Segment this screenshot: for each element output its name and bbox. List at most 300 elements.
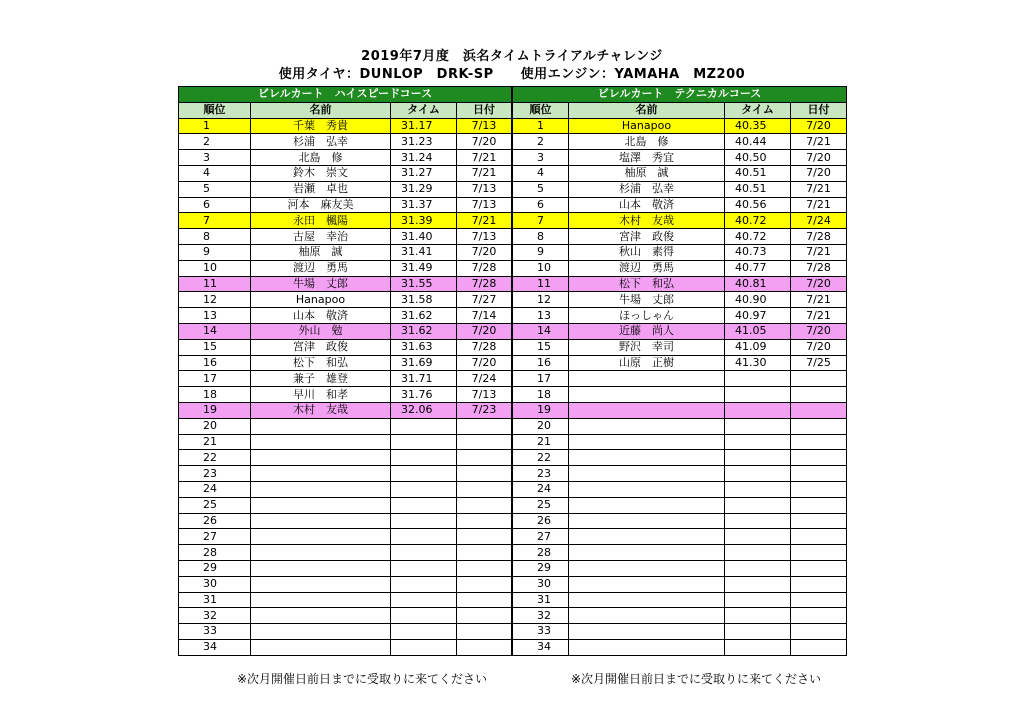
rank-cell: 30	[179, 576, 251, 592]
time-cell	[391, 639, 457, 655]
name-cell: 宮津 政俊	[251, 339, 391, 355]
time-cell: 31.62	[391, 308, 457, 324]
course-title: ビレルカート ハイスピードコース	[179, 87, 512, 103]
time-cell: 40.51	[725, 165, 791, 181]
name-cell: 兼子 雄登	[251, 371, 391, 387]
name-cell: 河本 麻友美	[251, 197, 391, 213]
date-cell	[457, 639, 512, 655]
name-cell: 北島 修	[251, 150, 391, 166]
date-cell	[791, 513, 847, 529]
table-row	[179, 387, 512, 403]
name-cell: 早川 和孝	[251, 387, 391, 403]
name-cell: 北島 修	[569, 134, 725, 150]
time-cell: 40.56	[725, 197, 791, 213]
name-cell: 岩瀬 卓也	[251, 181, 391, 197]
name-cell: 木村 友哉	[251, 402, 391, 418]
date-cell	[791, 466, 847, 482]
rank-cell: 29	[513, 560, 569, 576]
date-cell	[791, 434, 847, 450]
rank-cell: 2	[513, 134, 569, 150]
rank-cell: 4	[179, 165, 251, 181]
time-cell: 40.51	[725, 181, 791, 197]
name-cell	[569, 608, 725, 624]
rank-cell: 30	[513, 576, 569, 592]
name-cell	[569, 466, 725, 482]
rank-cell: 10	[513, 260, 569, 276]
name-cell	[569, 639, 725, 655]
time-cell: 31.23	[391, 134, 457, 150]
date-cell: 7/13	[457, 229, 512, 245]
time-cell: 31.17	[391, 118, 457, 134]
time-cell	[725, 402, 791, 418]
name-cell	[569, 592, 725, 608]
table-row	[179, 181, 512, 197]
time-cell	[391, 529, 457, 545]
time-cell	[725, 592, 791, 608]
name-cell: 牛場 丈郎	[569, 292, 725, 308]
time-cell: 31.55	[391, 276, 457, 292]
table-row	[179, 529, 512, 545]
time-cell	[391, 624, 457, 640]
name-cell: 千葉 秀貴	[251, 118, 391, 134]
name-cell	[251, 434, 391, 450]
time-cell	[725, 466, 791, 482]
table-row	[513, 434, 847, 450]
rank-cell: 17	[179, 371, 251, 387]
name-cell: ほっしゃん	[569, 308, 725, 324]
name-cell	[251, 576, 391, 592]
date-cell: 7/20	[457, 134, 512, 150]
time-cell: 31.27	[391, 165, 457, 181]
date-cell	[457, 608, 512, 624]
table-row	[179, 402, 512, 418]
table-row	[179, 434, 512, 450]
date-cell: 7/27	[457, 292, 512, 308]
date-cell	[791, 402, 847, 418]
name-cell: 山本 敬済	[251, 308, 391, 324]
table-row	[179, 197, 512, 213]
time-cell: 40.50	[725, 150, 791, 166]
name-cell	[251, 497, 391, 513]
date-cell	[457, 576, 512, 592]
name-cell	[251, 560, 391, 576]
rank-cell: 28	[179, 545, 251, 561]
time-cell: 40.81	[725, 276, 791, 292]
time-cell: 40.44	[725, 134, 791, 150]
rank-cell: 15	[179, 339, 251, 355]
time-cell	[391, 434, 457, 450]
rank-cell: 25	[179, 497, 251, 513]
name-cell: 山本 敬済	[569, 197, 725, 213]
name-cell	[251, 466, 391, 482]
date-cell: 7/28	[457, 260, 512, 276]
rank-cell: 32	[179, 608, 251, 624]
name-cell	[569, 371, 725, 387]
rank-cell: 14	[179, 323, 251, 339]
table-row	[179, 418, 512, 434]
table-row	[179, 624, 512, 640]
ranking-table-highspeed	[178, 86, 512, 656]
table-row	[513, 229, 847, 245]
name-cell: 古屋 幸治	[251, 229, 391, 245]
name-cell: 永田 楓陽	[251, 213, 391, 229]
date-cell	[457, 560, 512, 576]
time-cell	[391, 576, 457, 592]
date-cell	[791, 576, 847, 592]
rank-cell: 24	[179, 481, 251, 497]
date-cell: 7/20	[457, 355, 512, 371]
rank-cell: 13	[179, 308, 251, 324]
table-row	[179, 608, 512, 624]
name-cell	[569, 545, 725, 561]
name-cell	[251, 608, 391, 624]
table-row	[179, 118, 512, 134]
time-cell: 31.62	[391, 323, 457, 339]
table-row	[513, 624, 847, 640]
time-cell	[725, 624, 791, 640]
date-cell	[791, 592, 847, 608]
rank-cell: 26	[513, 513, 569, 529]
table-row	[513, 450, 847, 466]
table-row	[179, 165, 512, 181]
date-cell	[457, 545, 512, 561]
table-row	[179, 592, 512, 608]
rank-cell: 11	[179, 276, 251, 292]
date-cell: 7/28	[791, 229, 847, 245]
table-row	[179, 450, 512, 466]
table-row	[179, 260, 512, 276]
date-cell: 7/13	[457, 387, 512, 403]
time-cell: 40.35	[725, 118, 791, 134]
rank-cell: 8	[179, 229, 251, 245]
table-row	[513, 276, 847, 292]
table-row	[513, 134, 847, 150]
time-cell: 40.72	[725, 213, 791, 229]
column-header-name: 名前	[251, 102, 391, 118]
table-row	[513, 118, 847, 134]
name-cell	[569, 387, 725, 403]
table-row	[513, 576, 847, 592]
date-cell	[457, 529, 512, 545]
name-cell	[569, 529, 725, 545]
date-cell: 7/21	[791, 197, 847, 213]
time-cell	[391, 450, 457, 466]
table-row	[513, 308, 847, 324]
table-row	[513, 418, 847, 434]
table-row	[513, 481, 847, 497]
rank-cell: 13	[513, 308, 569, 324]
name-cell: 宮津 政俊	[569, 229, 725, 245]
date-cell	[791, 450, 847, 466]
table-row	[179, 134, 512, 150]
table-row	[513, 545, 847, 561]
name-cell	[251, 513, 391, 529]
name-cell: Hanapoo	[251, 292, 391, 308]
page-subtitle: 使用タイヤ：DUNLOP DRK-SP 使用エンジン：YAMAHA MZ200	[278, 67, 746, 82]
table-row	[179, 639, 512, 655]
rank-cell: 28	[513, 545, 569, 561]
name-cell	[569, 434, 725, 450]
date-cell	[457, 466, 512, 482]
name-cell: Hanapoo	[569, 118, 725, 134]
name-cell	[251, 450, 391, 466]
time-cell	[725, 371, 791, 387]
date-cell	[457, 450, 512, 466]
name-cell	[569, 481, 725, 497]
table-row	[513, 355, 847, 371]
time-cell: 31.24	[391, 150, 457, 166]
rank-cell: 7	[179, 213, 251, 229]
name-cell: 牛場 丈郎	[251, 276, 391, 292]
date-cell	[457, 481, 512, 497]
date-cell: 7/13	[457, 118, 512, 134]
time-cell: 31.76	[391, 387, 457, 403]
date-cell	[791, 497, 847, 513]
time-cell	[725, 481, 791, 497]
table-row	[513, 197, 847, 213]
rank-cell: 31	[179, 592, 251, 608]
rank-cell: 17	[513, 371, 569, 387]
date-cell: 7/23	[457, 402, 512, 418]
page-title: 2019年7月度 浜名タイムトライアルチャレンジ	[361, 49, 663, 64]
rank-cell: 15	[513, 339, 569, 355]
column-header-time: タイム	[725, 102, 791, 118]
date-cell: 7/20	[791, 150, 847, 166]
date-cell	[791, 418, 847, 434]
table-row	[513, 497, 847, 513]
rank-cell: 12	[513, 292, 569, 308]
column-header-time: タイム	[391, 102, 457, 118]
rank-cell: 7	[513, 213, 569, 229]
time-cell: 31.29	[391, 181, 457, 197]
table-row	[513, 150, 847, 166]
name-cell	[569, 418, 725, 434]
time-cell	[725, 560, 791, 576]
date-cell: 7/20	[791, 323, 847, 339]
name-cell	[251, 545, 391, 561]
table-row	[513, 323, 847, 339]
rank-cell: 3	[179, 150, 251, 166]
time-cell: 31.41	[391, 244, 457, 260]
name-cell	[569, 576, 725, 592]
time-cell: 40.90	[725, 292, 791, 308]
table-row	[513, 244, 847, 260]
rank-cell: 22	[513, 450, 569, 466]
name-cell: 渡辺 勇馬	[569, 260, 725, 276]
column-header-rank: 順位	[179, 102, 251, 118]
name-cell	[569, 560, 725, 576]
name-cell: 山原 正樹	[569, 355, 725, 371]
rank-cell: 27	[179, 529, 251, 545]
time-cell: 31.69	[391, 355, 457, 371]
name-cell	[569, 450, 725, 466]
time-cell: 40.77	[725, 260, 791, 276]
column-header-date: 日付	[791, 102, 847, 118]
table-row	[513, 260, 847, 276]
rank-cell: 3	[513, 150, 569, 166]
table-row	[513, 371, 847, 387]
table-row	[179, 244, 512, 260]
table-row	[513, 339, 847, 355]
name-cell: 鈴木 崇文	[251, 165, 391, 181]
rank-cell: 21	[513, 434, 569, 450]
date-cell: 7/20	[791, 118, 847, 134]
time-cell	[725, 608, 791, 624]
rank-cell: 18	[513, 387, 569, 403]
time-cell: 41.09	[725, 339, 791, 355]
column-header-row	[513, 102, 847, 118]
date-cell: 7/20	[457, 244, 512, 260]
rank-cell: 23	[179, 466, 251, 482]
rank-cell: 34	[513, 639, 569, 655]
time-cell: 31.63	[391, 339, 457, 355]
rank-cell: 4	[513, 165, 569, 181]
name-cell	[569, 624, 725, 640]
rank-cell: 20	[513, 418, 569, 434]
rank-cell: 26	[179, 513, 251, 529]
name-cell: 柚原 誠	[569, 165, 725, 181]
pickup-note-left: ※次月開催日前日までに受取りに来てください	[237, 672, 488, 686]
rank-cell: 29	[179, 560, 251, 576]
time-cell	[725, 497, 791, 513]
table-row	[513, 466, 847, 482]
name-cell	[251, 639, 391, 655]
name-cell	[251, 529, 391, 545]
date-cell	[457, 497, 512, 513]
rank-cell: 5	[179, 181, 251, 197]
date-cell	[791, 560, 847, 576]
rank-cell: 20	[179, 418, 251, 434]
date-cell: 7/21	[791, 244, 847, 260]
rank-cell: 23	[513, 466, 569, 482]
table-row	[179, 292, 512, 308]
table-row	[513, 402, 847, 418]
rank-cell: 21	[179, 434, 251, 450]
date-cell: 7/21	[791, 308, 847, 324]
date-cell: 7/28	[791, 260, 847, 276]
time-cell: 32.06	[391, 402, 457, 418]
table-row	[179, 150, 512, 166]
time-cell	[725, 513, 791, 529]
name-cell: 野沢 幸司	[569, 339, 725, 355]
name-cell: 杉浦 弘幸	[251, 134, 391, 150]
table-row	[513, 639, 847, 655]
ranking-table-technical	[512, 86, 847, 656]
time-cell	[391, 418, 457, 434]
date-cell: 7/21	[457, 213, 512, 229]
table-row	[179, 213, 512, 229]
name-cell: 松下 和弘	[569, 276, 725, 292]
time-cell: 31.71	[391, 371, 457, 387]
pickup-note-right: ※次月開催日前日までに受取りに来てください	[571, 672, 822, 686]
name-cell: 近藤 尚人	[569, 323, 725, 339]
name-cell: 塩澤 秀宜	[569, 150, 725, 166]
name-cell: 秋山 素得	[569, 244, 725, 260]
time-cell	[391, 497, 457, 513]
rank-cell: 19	[179, 402, 251, 418]
date-cell: 7/21	[457, 150, 512, 166]
table-row	[179, 545, 512, 561]
name-cell: 外山 勉	[251, 323, 391, 339]
date-cell: 7/20	[791, 276, 847, 292]
column-header-date: 日付	[457, 102, 512, 118]
date-cell: 7/24	[791, 213, 847, 229]
table-row	[513, 213, 847, 229]
time-cell	[725, 529, 791, 545]
table-row	[513, 165, 847, 181]
table-row	[179, 276, 512, 292]
table-row	[179, 229, 512, 245]
date-cell	[791, 529, 847, 545]
rank-cell: 6	[179, 197, 251, 213]
date-cell: 7/28	[457, 276, 512, 292]
date-cell	[791, 624, 847, 640]
time-cell	[391, 592, 457, 608]
rank-cell: 18	[179, 387, 251, 403]
table-row	[179, 323, 512, 339]
name-cell: 杉浦 弘幸	[569, 181, 725, 197]
time-cell	[725, 545, 791, 561]
time-cell	[725, 434, 791, 450]
date-cell: 7/21	[457, 165, 512, 181]
table-row	[513, 513, 847, 529]
time-cell: 40.73	[725, 244, 791, 260]
date-cell: 7/21	[791, 292, 847, 308]
date-cell: 7/20	[791, 339, 847, 355]
name-cell	[251, 418, 391, 434]
time-cell	[391, 466, 457, 482]
date-cell: 7/24	[457, 371, 512, 387]
date-cell: 7/21	[791, 134, 847, 150]
table-row	[513, 608, 847, 624]
name-cell	[569, 497, 725, 513]
rank-cell: 10	[179, 260, 251, 276]
rank-cell: 11	[513, 276, 569, 292]
rank-cell: 22	[179, 450, 251, 466]
rank-cell: 8	[513, 229, 569, 245]
column-header-row	[179, 102, 512, 118]
time-cell	[725, 387, 791, 403]
table-row	[513, 292, 847, 308]
time-cell: 31.58	[391, 292, 457, 308]
time-cell	[391, 513, 457, 529]
table-row	[179, 576, 512, 592]
time-cell	[725, 418, 791, 434]
time-cell: 31.39	[391, 213, 457, 229]
name-cell: 木村 友哉	[569, 213, 725, 229]
rank-cell: 19	[513, 402, 569, 418]
date-cell	[791, 639, 847, 655]
rank-cell: 6	[513, 197, 569, 213]
time-cell	[391, 545, 457, 561]
table-row	[179, 513, 512, 529]
date-cell	[791, 608, 847, 624]
name-cell: 柚原 誠	[251, 244, 391, 260]
rank-cell: 1	[179, 118, 251, 134]
date-cell: 7/25	[791, 355, 847, 371]
course-header-row	[179, 87, 512, 103]
table-row	[513, 387, 847, 403]
time-cell	[725, 450, 791, 466]
rank-cell: 14	[513, 323, 569, 339]
date-cell	[791, 545, 847, 561]
name-cell	[569, 513, 725, 529]
date-cell: 7/20	[791, 165, 847, 181]
date-cell	[457, 592, 512, 608]
time-cell	[725, 576, 791, 592]
rank-cell: 34	[179, 639, 251, 655]
rank-cell: 16	[179, 355, 251, 371]
